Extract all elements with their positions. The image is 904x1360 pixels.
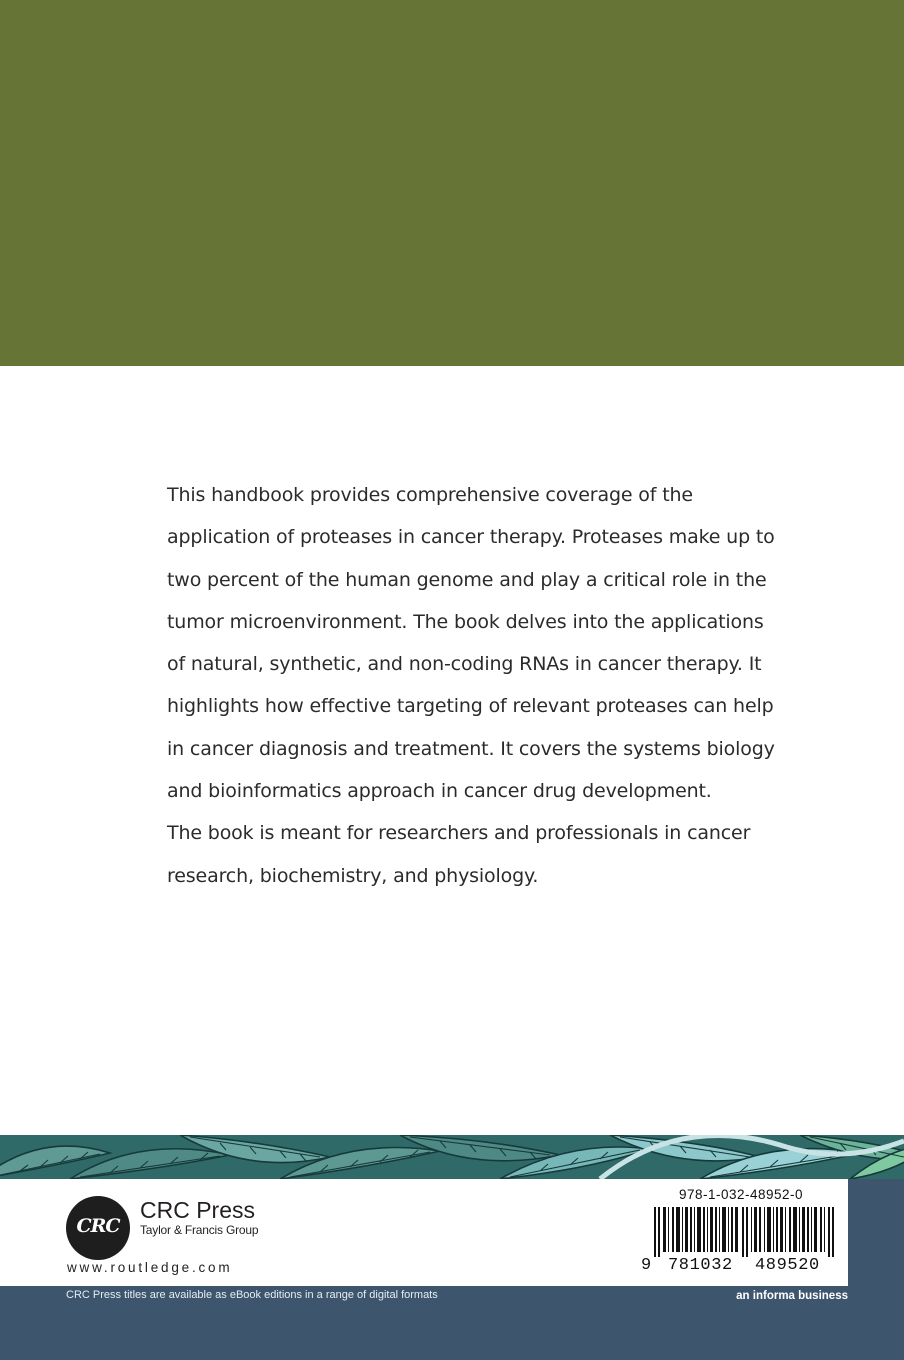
isbn-label: 978-1-032-48952-0 [678, 1187, 804, 1202]
blurb-line: and bioinformatics approach in cancer drug development. [167, 780, 712, 803]
leaf-pattern-strip [0, 1135, 904, 1179]
ebook-availability-note: CRC Press titles are available as eBook editions in a range of digital formats [66, 1289, 438, 1301]
isbn-barcode [634, 1187, 848, 1286]
isbn-digit-lead: 9 [641, 1256, 652, 1275]
crc-logo-icon [66, 1196, 130, 1260]
blurb-line: highlights how effective targeting of relevant proteases can help [167, 695, 774, 718]
isbn-digits-right: 489520 [755, 1256, 820, 1275]
publisher-website[interactable]: www.routledge.com [67, 1260, 233, 1275]
back-cover-blurb [167, 474, 775, 897]
informa-business-tagline: an informa business [736, 1290, 848, 1302]
blurb-line: This handbook provides comprehensive coverage of the [167, 484, 693, 506]
blurb-line: two percent of the human genome and play a critical role in the [167, 568, 767, 591]
blurb-line: The book is meant for researchers and professionals in cancer [167, 822, 751, 845]
blurb-line: of natural, synthetic, and non-coding RNAs in cancer therapy. It [167, 653, 762, 676]
publisher-name: CRC Press [140, 1197, 256, 1223]
blurb-line: research, biochemistry, and physiology. [167, 864, 539, 887]
publisher-group: Taylor & Francis Group [140, 1223, 259, 1237]
barcode-bars-icon [654, 1207, 844, 1257]
blurb-line: tumor microenvironment. The book delves into the applications [167, 610, 764, 633]
isbn-digits-left: 781032 [668, 1256, 733, 1275]
footer-side-panel [848, 1179, 904, 1286]
leaf-pattern-icon [0, 1135, 904, 1179]
crc-logo-text: CRC [76, 1215, 120, 1237]
blurb-line: in cancer diagnosis and treatment. It covers the systems biology [167, 737, 775, 760]
top-color-band [0, 0, 904, 366]
blurb-line: application of proteases in cancer therapy. Proteases make up to [167, 526, 775, 549]
